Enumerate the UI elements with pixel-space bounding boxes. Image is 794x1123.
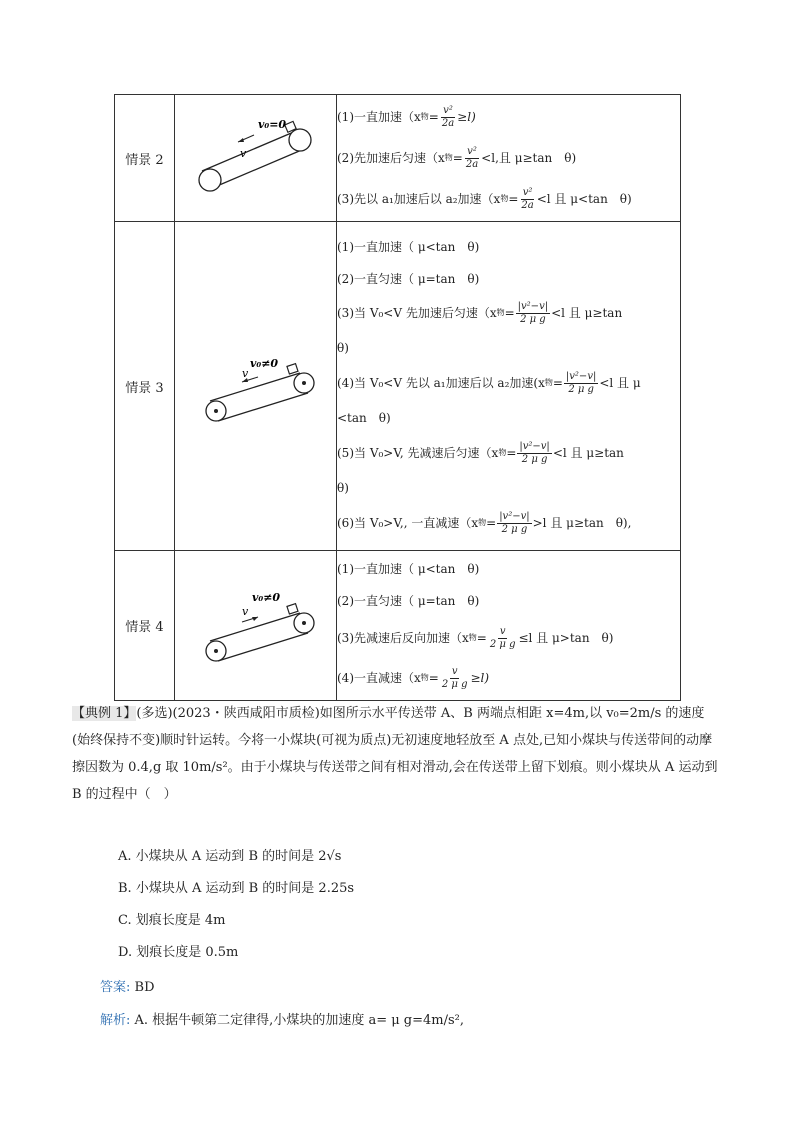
case-eq: = [552, 375, 563, 390]
scene-label: 情景 2 [115, 95, 175, 222]
fraction-numerator: |v²−v| [499, 510, 530, 522]
conveyor-figure [175, 222, 337, 551]
case-text: (4)一直减速（x [337, 671, 421, 686]
fraction-denominator: 2 μ g [568, 383, 594, 395]
case-eq: = [476, 631, 487, 646]
fraction-denominator: 2 μ g [489, 639, 516, 650]
fraction [464, 146, 480, 171]
scene-cases [337, 95, 681, 222]
fraction-denominator: 2 μ g [501, 523, 528, 535]
answer-value: BD [134, 980, 155, 995]
case-text: ≤l 且 μ>tan θ) [518, 631, 614, 646]
case-text: >l 且 μ≥tan θ), [532, 515, 632, 530]
case-text: (1)一直加速（ μ<tan θ) [337, 562, 480, 577]
conveyor-figure [175, 551, 337, 701]
fraction-denominator: 2a [465, 158, 479, 170]
option-d: D. 划痕长度是 0.5m [118, 945, 239, 960]
case-text: <l 且 μ<tan θ) [536, 191, 632, 206]
fraction [440, 105, 456, 130]
fraction-denominator: 2 μ g [521, 453, 548, 465]
case-text: (4)当 V₀<V 先以 a₁加速后以 a₂加速(x [337, 375, 545, 390]
fraction [519, 187, 535, 212]
case-text: (2)一直匀速（ μ=tan θ) [337, 594, 480, 609]
fraction-numerator: v² [522, 186, 533, 198]
case-sub: 物 [478, 517, 487, 527]
case-text: θ) [337, 480, 349, 495]
scene-row [115, 222, 681, 551]
case-eq: = [506, 445, 517, 460]
case-text: <l,且 μ≥tan θ) [481, 150, 577, 165]
fraction-numerator: v² [467, 145, 477, 157]
fraction-numerator: |v²−v| [565, 370, 597, 382]
incline-conveyor-diagram [196, 341, 316, 431]
case-text: (6)当 V₀>V,, 一直减速（x [337, 515, 479, 530]
fraction-denominator: 2 μ g [441, 679, 468, 690]
case-text: <l 且 μ≥tan [552, 445, 624, 460]
option-c: C. 划痕长度是 4m [118, 913, 226, 928]
answer-options [118, 846, 354, 974]
case-sub: 物 [500, 193, 509, 203]
case-text: (3)先减速后反向加速（x [337, 631, 469, 646]
case-eq: = [486, 515, 497, 530]
fraction [440, 666, 470, 691]
example-tag: 【典例 1】 [72, 706, 137, 721]
option-a: A. 小煤块从 A 运动到 B 的时间是 2√s [118, 849, 342, 864]
case-text: (2)先加速后匀速（x [337, 150, 445, 165]
scene-row [115, 95, 681, 222]
answer-line [100, 976, 155, 995]
example-problem [72, 700, 722, 808]
case-text: (1)一直加速（x [337, 109, 421, 124]
v0-label: v₀≠0 [249, 357, 278, 370]
scenes-table [114, 94, 681, 701]
case-text: (3)当 V₀<V 先加速后匀速（x [337, 305, 497, 320]
fraction-numerator: v² [443, 104, 453, 116]
fraction-numerator: |v²−v| [517, 300, 549, 312]
case-sub: 物 [496, 307, 505, 317]
case-text: ≥l) [457, 109, 476, 124]
case-sub: 物 [498, 447, 507, 457]
case-eq: = [508, 191, 519, 206]
analysis-text: A. 根据牛顿第二定律得,小煤块的加速度 a= μ g=4m/s², [134, 1013, 465, 1028]
case-sub: 物 [420, 111, 429, 121]
v-label: v [241, 604, 248, 618]
analysis-label: 解析: [100, 1013, 131, 1028]
case-sub: 物 [544, 377, 553, 387]
scene-label: 情景 4 [115, 551, 175, 701]
option-b: B. 小煤块从 A 运动到 B 的时间是 2.25s [118, 881, 355, 896]
case-eq: = [428, 671, 439, 686]
answer-label: 答案: [100, 980, 131, 995]
case-sub: 物 [468, 633, 477, 643]
fraction-numerator: v [451, 666, 458, 677]
conveyor-figure [175, 95, 337, 222]
case-eq: = [428, 109, 439, 124]
scene-row [115, 551, 681, 701]
fraction [517, 441, 551, 466]
case-text: (5)当 V₀>V, 先减速后匀速（x [337, 445, 499, 460]
case-eq: = [504, 305, 515, 320]
fraction-denominator: 2a [441, 117, 455, 129]
fraction [488, 626, 518, 651]
case-text: ≥l) [470, 671, 490, 686]
v0-label: v₀≠0 [251, 590, 280, 604]
scene-label: 情景 3 [115, 222, 175, 551]
case-text: θ) [337, 340, 349, 355]
incline-conveyor-diagram [196, 113, 316, 203]
case-sub: 物 [444, 152, 453, 162]
incline-conveyor-diagram [196, 581, 316, 671]
case-text: <l 且 μ [599, 375, 641, 390]
scene-cases [337, 551, 681, 701]
example-text: (多选)(2023・陕西咸阳市质检)如图所示水平传送带 A、B 两端点相距 x=4m,以 v₀=2m/s 的速度(始终保持不变)顺时针运转。今将一小煤块(可视为质点)无初速度地轻放至 A 点处,已知小煤块与传送带间的动摩擦因数为 0.4,g 取 10m/s²。由于小煤块与传送带之间有相对滑动,会在传送带上留下划痕。则小煤块从 A 运动到 B 的过程中（ ） [72, 706, 718, 802]
case-text: (1)一直加速（ μ<tan θ) [337, 239, 480, 254]
scene-cases [337, 222, 681, 551]
case-text: (3)先以 a₁加速后以 a₂加速（x [337, 191, 501, 206]
fraction [516, 301, 550, 326]
v-label: v [241, 367, 248, 380]
case-sub: 物 [420, 673, 429, 683]
fraction-denominator: 2a [521, 199, 534, 211]
case-text: <tan θ) [337, 410, 391, 425]
fraction-denominator: 2 μ g [520, 313, 546, 325]
analysis-line [100, 1009, 464, 1028]
case-text: (2)一直匀速（ μ=tan θ) [337, 271, 480, 286]
fraction [497, 511, 531, 536]
case-eq: = [452, 150, 463, 165]
v-label: v [239, 147, 246, 160]
fraction-numerator: |v²−v| [519, 440, 550, 452]
fraction [564, 371, 598, 396]
case-text: <l 且 μ≥tan [551, 305, 623, 320]
v0-label: v₀=0 [257, 118, 286, 131]
fraction-numerator: v [499, 626, 506, 637]
